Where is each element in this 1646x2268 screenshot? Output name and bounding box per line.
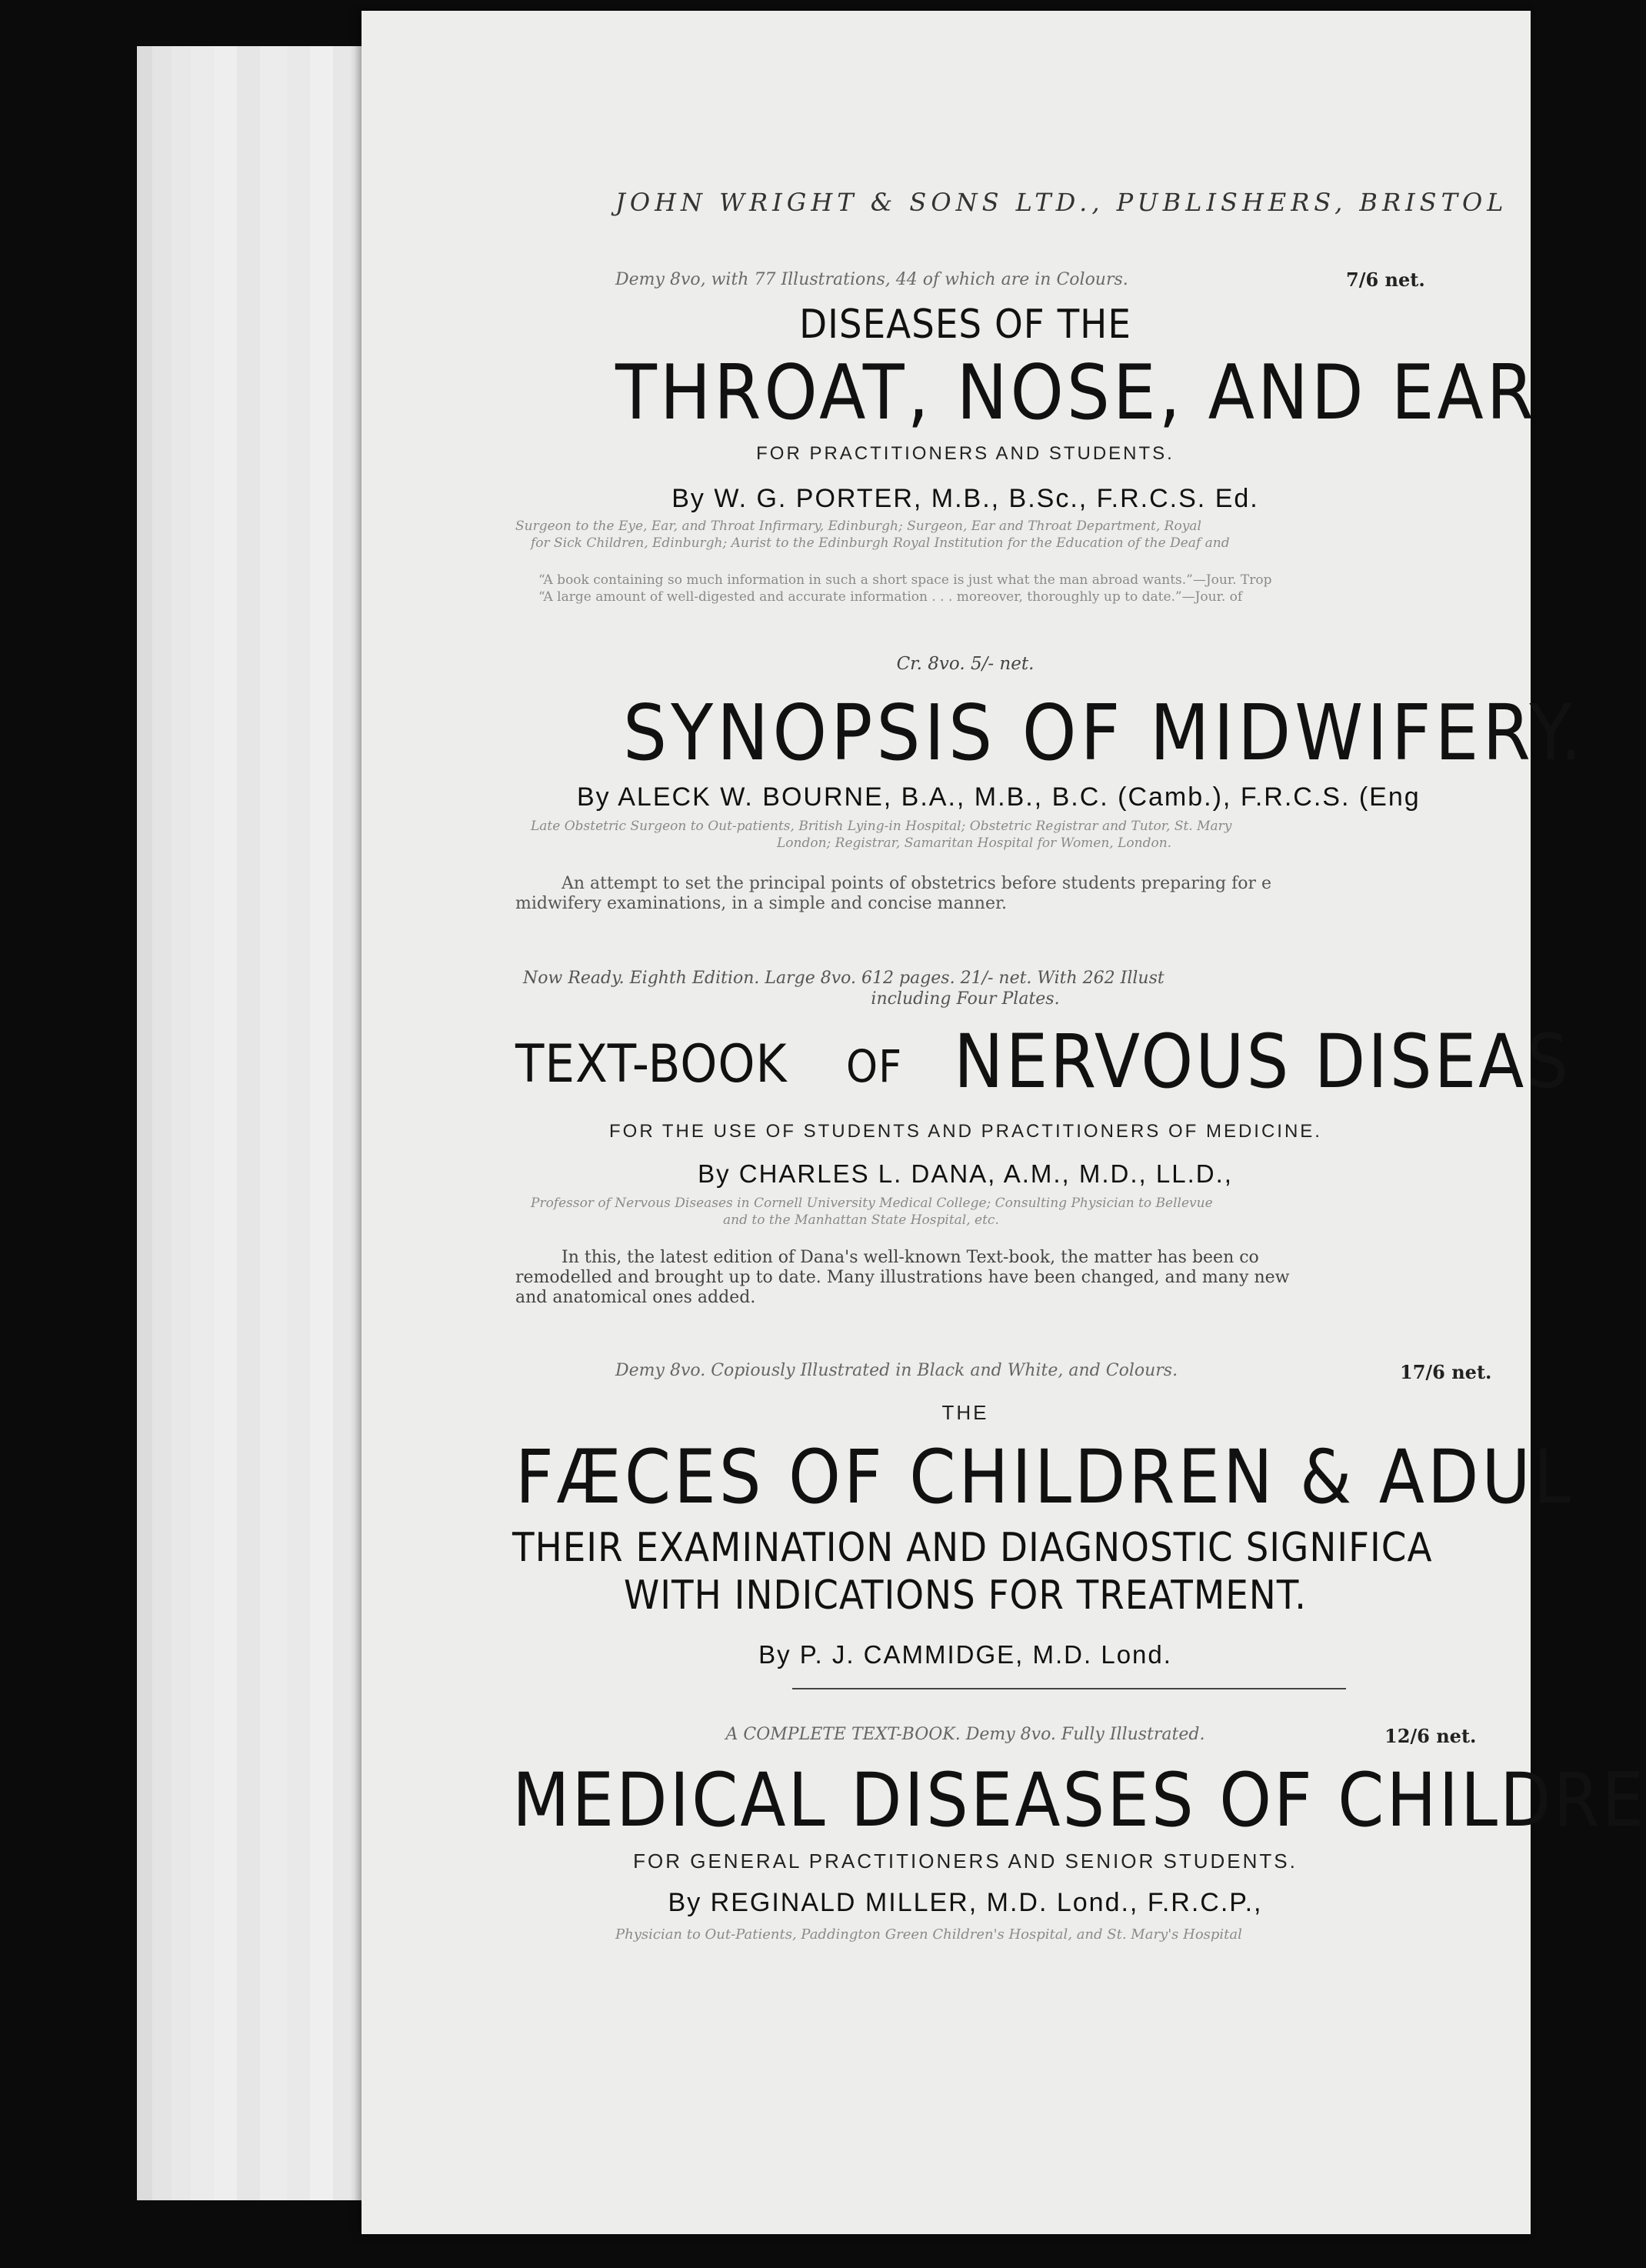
price: 12/6 net. xyxy=(1384,1725,1477,1747)
book-author: By CHARLES L. DANA, A.M., M.D., LL.D., xyxy=(698,1159,1233,1188)
book-subtitle: THEIR EXAMINATION AND DIAGNOSTIC SIGNIFICA xyxy=(512,1525,1433,1571)
book-subtitle: FOR THE USE OF STUDENTS AND PRACTITIONERS OF MEDICINE. xyxy=(609,1121,1322,1142)
book-author: By P. J. CAMMIDGE, M.D. Lond. xyxy=(758,1640,1172,1669)
review-quote: “A book containing so much information in such a short space is just what the man abroad wants.”—Jour. Trop xyxy=(538,572,1272,588)
book-title-small: TEXT-BOOK xyxy=(515,1034,788,1095)
separator-rule xyxy=(792,1688,1346,1689)
edition-line: Cr. 8vo. 5/- net. xyxy=(896,654,1035,674)
book-title: SYNOPSIS OF MIDWIFERY. xyxy=(623,688,1586,778)
book-subtitle: FOR PRACTITIONERS AND STUDENTS. xyxy=(756,443,1175,464)
book-title: FÆCES OF CHILDREN & ADUL xyxy=(515,1434,1574,1520)
book-description: In this, the latest edition of Dana's well-known Text-book, the matter has been co xyxy=(561,1248,1259,1267)
page-edges xyxy=(137,46,383,2200)
review-quote: “A large amount of well-digested and accurate information . . . moreover, thoroughly up to date.”—Jour. of xyxy=(538,589,1243,605)
author-credentials: London; Registrar, Samaritan Hospital for Women, London. xyxy=(777,835,1172,851)
book-description: remodelled and brought up to date. Many illustrations have been changed, and many new xyxy=(515,1268,1290,1287)
author-credentials: and to the Manhattan State Hospital, etc. xyxy=(723,1212,999,1228)
book-page xyxy=(362,11,1646,2234)
edition-line: A COMPLETE TEXT-BOOK. Demy 8vo. Fully Illustrated. xyxy=(725,1725,1205,1744)
book-title: MEDICAL DISEASES OF CHILDRE xyxy=(512,1757,1646,1843)
book-title-of: OF xyxy=(846,1040,903,1092)
publisher-header: JOHN WRIGHT & SONS LTD., PUBLISHERS, BRISTOL xyxy=(615,188,1508,217)
author-credentials: for Sick Children, Edinburgh; Aurist to the Edinburgh Royal Institution for the Education of the Deaf and xyxy=(531,535,1230,551)
book-title-large: NERVOUS DISEAS xyxy=(954,1019,1571,1105)
author-credentials: Professor of Nervous Diseases in Cornell University Medical College; Consulting Physician to Bellevue xyxy=(531,1196,1213,1211)
book-author: By W. G. PORTER, M.B., B.Sc., F.R.C.S. Ed. xyxy=(671,484,1259,513)
price: 17/6 net. xyxy=(1400,1361,1492,1383)
pre-title: DISEASES OF THE xyxy=(799,302,1131,348)
edition-line: Demy 8vo. Copiously Illustrated in Black and White, and Colours. xyxy=(615,1361,1178,1380)
author-credentials: Late Obstetric Surgeon to Out-patients, British Lying-in Hospital; Obstetric Registrar and Tutor, St. Mary xyxy=(531,819,1232,834)
edition-line: including Four Plates. xyxy=(871,989,1060,1009)
edition-line: Demy 8vo, with 77 Illustrations, 44 of which are in Colours. xyxy=(615,270,1128,289)
book-title: THROAT, NOSE, AND EAR xyxy=(615,349,1537,437)
book-subtitle: FOR GENERAL PRACTITIONERS AND SENIOR STUDENTS. xyxy=(633,1849,1298,1873)
book-description: An attempt to set the principal points of obstetrics before students preparing for e xyxy=(561,874,1272,893)
book-author: By ALECK W. BOURNE, B.A., M.B., B.C. (Camb.), F.R.C.S. (Eng xyxy=(577,782,1421,812)
edition-line: Now Ready. Eighth Edition. Large 8vo. 612 pages. 21/- net. With 262 Illust xyxy=(523,969,1165,988)
pre-title: THE xyxy=(941,1401,989,1424)
book-description: midwifery examinations, in a simple and concise manner. xyxy=(515,894,1008,913)
price: 7/6 net. xyxy=(1346,268,1425,291)
author-credentials: Surgeon to the Eye, Ear, and Throat Infirmary, Edinburgh; Surgeon, Ear and Throat Department, Royal xyxy=(515,519,1201,534)
author-credentials: Physician to Out-Patients, Paddington Green Children's Hospital, and St. Mary's Hospital xyxy=(615,1926,1242,1943)
book-subtitle: WITH INDICATIONS FOR TREATMENT. xyxy=(624,1573,1307,1619)
book-author: By REGINALD MILLER, M.D. Lond., F.R.C.P., xyxy=(668,1888,1263,1917)
book-description: and anatomical ones added. xyxy=(515,1288,756,1307)
